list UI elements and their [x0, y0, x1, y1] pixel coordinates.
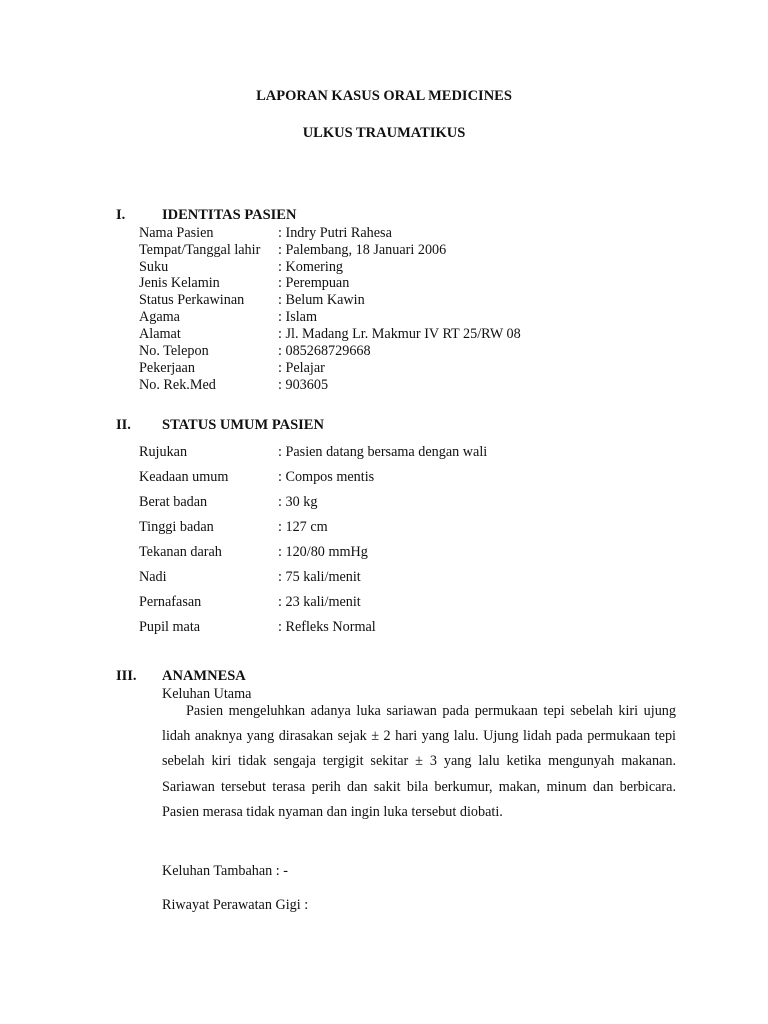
document-title: LAPORAN KASUS ORAL MEDICINES — [256, 88, 512, 104]
field-label: Agama — [139, 309, 180, 325]
field-label: Status Perkawinan — [139, 292, 245, 308]
section-number: III. — [116, 668, 137, 684]
field-value: : Perempuan — [278, 275, 350, 291]
field-label: Keadaan umum — [139, 469, 229, 485]
field-label: Tinggi badan — [139, 519, 214, 535]
field-value: : Pasien datang bersama dengan wali — [278, 444, 488, 460]
field-value: : Belum Kawin — [278, 292, 365, 308]
field-value: : Komering — [278, 259, 344, 275]
field-label: No. Rek.Med — [139, 377, 216, 393]
field-value: : 127 cm — [278, 519, 328, 535]
field-value: : Jl. Madang Lr. Makmur IV RT 25/RW 08 — [278, 326, 521, 342]
field-value: : 75 kali/menit — [278, 569, 361, 585]
section-number: II. — [116, 417, 131, 433]
field-label: Tempat/Tanggal lahir — [139, 242, 261, 258]
field-value: : Indry Putri Rahesa — [278, 225, 392, 241]
field-label: Pekerjaan — [139, 360, 195, 376]
keluhan-tambahan: Keluhan Tambahan : - — [162, 863, 288, 879]
field-value: : Compos mentis — [278, 469, 375, 485]
field-label: Pernafasan — [139, 594, 202, 610]
field-label: Berat badan — [139, 494, 208, 510]
section-title-anamnesa: ANAMNESA — [162, 668, 246, 684]
field-value: : 120/80 mmHg — [278, 544, 368, 560]
field-label: Nadi — [139, 569, 167, 585]
field-label: Alamat — [139, 326, 181, 342]
field-value: : Refleks Normal — [278, 619, 376, 635]
field-value: : Islam — [278, 309, 318, 325]
riwayat-perawatan-gigi: Riwayat Perawatan Gigi : — [162, 897, 309, 913]
field-value: : Pelajar — [278, 360, 325, 376]
field-value: : 23 kali/menit — [278, 594, 361, 610]
keluhan-utama-text: Pasien mengeluhkan adanya luka sariawan pada permukaan tepi sebelah kiri ujung lidah anaknya yang dirasakan sejak ± 2 hari yang lalu. Ujung lidah pada permukaan tepi sebelah kiri tidak sengaja tergigit sekitar ± 3 yang lalu ketika mengunyah makanan. Sariawan tersebut terasa perih dan sakit bila berkumur, makan, minum dan berbicara. Pasien merasa tidak nyaman dan ingin luka tersebut diobati. — [162, 703, 676, 820]
keluhan-utama-paragraph — [162, 699, 676, 825]
section-title-identitas: IDENTITAS PASIEN — [162, 207, 297, 223]
field-value: : 085268729668 — [278, 343, 371, 359]
document-subtitle: ULKUS TRAUMATIKUS — [302, 125, 466, 141]
field-label: Tekanan darah — [139, 544, 222, 560]
field-value: : Palembang, 18 Januari 2006 — [278, 242, 447, 258]
field-label: Suku — [139, 259, 169, 275]
field-label: Jenis Kelamin — [139, 275, 220, 291]
section-title-status-umum: STATUS UMUM PASIEN — [162, 417, 324, 433]
field-label: Pupil mata — [139, 619, 201, 635]
field-value: : 903605 — [278, 377, 329, 393]
keluhan-utama-label: Keluhan Utama — [162, 686, 252, 702]
field-label: No. Telepon — [139, 343, 209, 359]
field-label: Nama Pasien — [139, 225, 214, 241]
field-value: : 30 kg — [278, 494, 318, 510]
section-number: I. — [116, 207, 126, 223]
field-label: Rujukan — [139, 444, 188, 460]
